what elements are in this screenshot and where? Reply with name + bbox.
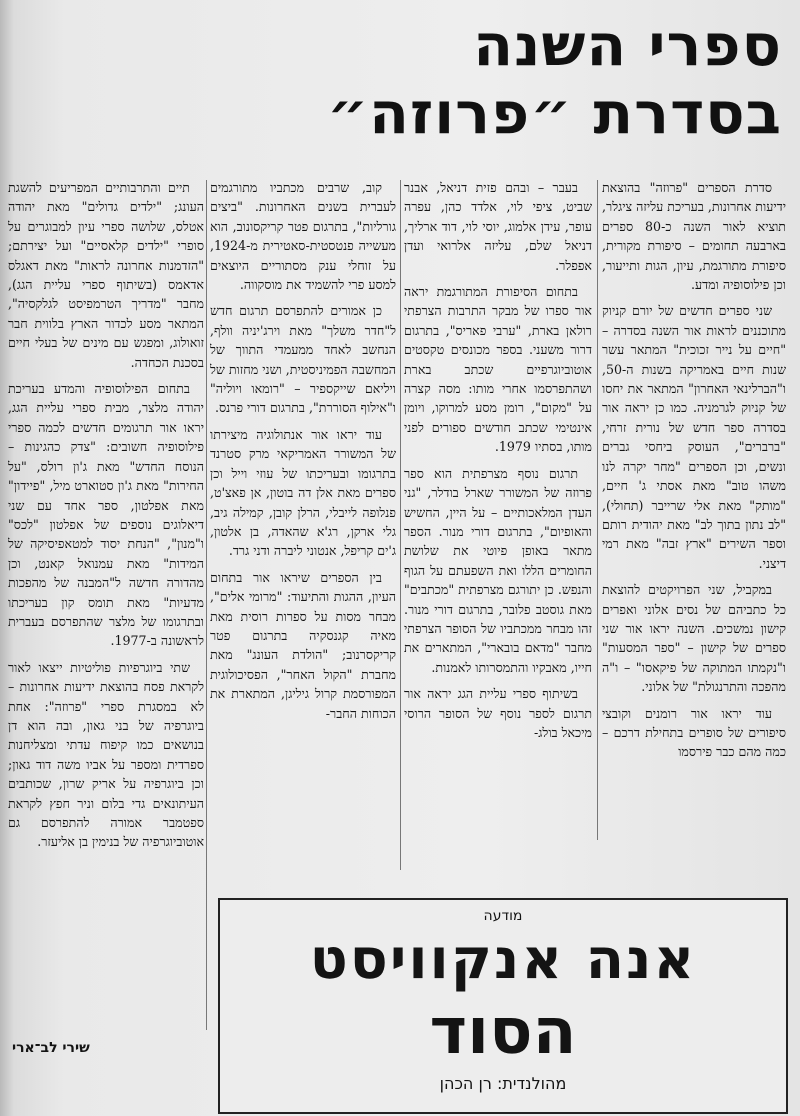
paragraph: בשיתוף ספרי עליית הגג יראה אור תרגום לספר נוסף של הסופר הרוסי מיכאל בולג-	[404, 686, 592, 740]
article-column-4	[8, 178, 204, 1022]
headline-line-2: בסדרת ״פרוזה״	[326, 79, 782, 147]
paragraph: קוב, שרבים מכתביו מתורגמים לעברית בשנים האחרונות. "ביצים גורליות", בתרגום פטר קריקסונוב, הוא מעשייה פנטסטית-סאטירית מ-1924, על זוחלי ענק מסתוריים היוצאים למסע פרי להשמיד את מוסקווה.	[210, 180, 396, 293]
paragraph: בתחום הסיפורת המתורגמת יראה אור ספרו של מבקר התרבות הצרפתי רולאן בארת, "ערבי פאריס", בתרגום דרור משעני. בספר מכונסים טקסטים אוטוביוגרפיים שכתב בארת ושהתפרסמו אחרי מותו: מסה קצרה על "מקום", רומן מסע למרוקו, ויומן אינטימי שכתב חודשים ספורים לפני מותו, בסתיו 1979.	[404, 284, 592, 455]
paragraph: במקביל, שני הפרויקטים להוצאת כל כתביהם של נסים אלוני ואפרים קישון נמשכים. השנה יראו אור שני ספרים של קישון – "ספר המסעות" ו"נקמתו המתוקה של פיקאסו" – ו"ה מהפכה והתרנגולת" של אלוני.	[602, 582, 786, 695]
paragraph: תיים והתרבותיים המפריעים להשגת העונג; "ילדים גדולים" מאת יהודה אטלס, שלושה ספרי עיון למבוגרים על סופרי "ילדים קלאסיים" ועל יצירתם; "הזדמנות אחרונה לראות" מאת דאגלס אדאמס (בשיתוף ספרי עליית הגג), מחבר "מדריך הטרמפיסט לגלקסיה", המתאר מסע לכדור הארץ בלווית חבר זואולוג, ומפגש עם מינים של בעלי חיים בסכנת הכחדה.	[8, 180, 204, 370]
column-divider	[597, 180, 598, 840]
byline: שירי לב־ארי	[12, 1040, 90, 1056]
article-column-2	[404, 178, 592, 866]
paragraph: סדרת הספרים "פרוזה" בהוצאת ידיעות אחרונות, בעריכת עליזה ציגלר, תוציא לאור השנה כ-80 ספרים בארבעה תחומים – סיפורת מקורית, סיפורת מתורגמת, עיון, הגות ותייעור, וכן פילוסופיה ומדע.	[602, 180, 786, 293]
paragraph: שני ספרים חדשים של יורם קניוק מתוכננים לראות אור השנה בסדרה – "חיים על נייר זכוכית" המתאר עשר שנות חיים באמריקה בשנות ה-50, ו"הברלינאי האחרון" המתאר את יחסו של קניוק לגרמניה. כמו כן יראה אור בסדרה ספר חדש של נורית זרחי, "ברברים", העוסק ביחסי גברים ונשים, וכן הספרים "מחר יקרה לנו משהו טוב" מאת אסתי ג' חיים, "מותק" מאת אלי שרייבר (תחולי), "לב נתון בתוך לב" מאת יהודית רותם וספר השירים "ארץ זבה" מאת רמי דיצני.	[602, 303, 786, 571]
paragraph: תרגום נוסף מצרפתית הוא ספר פרוזה של המשורר שארל בודלר, "גני העדן המלאכותיים – על היין, החשיש והאופיום", בתרגום דורי מנור. הספר מתאר באופן פיוטי את שלושת החומרים הללו ואת השפעתם על הגוף והנפש. כן יתורגם מצרפתית "מכתבים" מאת גוסטב פלובר, בתרגום דורי מנור. זהו מבחר ממכתביו של הסופר הצרפתי מחבר "מדאם בובארי", המתארים את חייו, מאבקיו והתמסרותו לאמנות.	[404, 465, 592, 675]
column-divider	[206, 180, 207, 1030]
headline-line-1: ספרי השנה	[473, 11, 782, 79]
ad-book-title: הסוד	[429, 995, 577, 1069]
paragraph: עוד יראו אור רומנים וקובצי סיפורים של סופרים בתחילת דרכם – כמה מהם כבר פירסמו	[602, 705, 786, 760]
ad-translator-credit: מהולנדית: רן הכהן	[439, 1074, 567, 1093]
paragraph: בעבר – ובהם פזית דניאל, אבנר שביט, ציפי לוי, אלדד כהן, עפרה עופר, עידן אלמוג, יוסי לוי, דוד ארליך, דניאל שלם, עליזה אלרואי ועדן אפפלר.	[404, 180, 592, 273]
advertisement-box	[218, 898, 788, 1114]
article-column-1	[602, 178, 786, 840]
paragraph: עוד יראו אור אנתולוגיה מיצירתו של המשורר האמריקאי מרק סטרנד בתרגומו ובעריכתו של עוזי וייל וכן ספרים מאת אלן דה בוטון, אן פאצ'ט, פנלופה לייבלי, הרלן קובן, קמילה גיב, גלי ארקן, רג'א שהאדה, בן אלטון, ג'ים קריפל, אנטוני ליברה ודני גרד.	[210, 426, 396, 559]
paragraph: כן אמורים להתפרסם תרגום חדש ל"חדר משלך" מאת וירג'יניה וולף, הנחשב לאחד ממעמדי התווך של המחשבה הפמיניסטית, ושני מחזות של ויליאם שייקספיר – "רומאו ויוליה" ו"אילוף הסוררת", בתרגום דורי פרנס.	[210, 303, 396, 416]
paragraph: שתי ביוגרפיות פוליטיות ייצאו לאור לקראת פסח בהוצאת ידיעות אחרונות – לא במסגרת ספרי "פרוזה": אחת ביוגרפיה של בני גאון, ובה הוא דן בנושאים כמו קיפוח עדתי ומצליחנות ספרדית ומספר על אביו משה דוד גאון; וכן ביוגרפיה על אריק שרון, שכותבים העיתונאים גדי בלום וניר חפץ לקראת ספטמבר אמורה להתפרסם גם אוטוביוגרפיה של בנימין בן אליעזר.	[8, 659, 204, 850]
paragraph: בין הספרים שיראו אור בתחום העיון, ההגות והתיעוד: "מרומי אלים", מבחר מסות על ספרות רוסית מאת מאיה קגנסקיה בתרגום פטר קריקסרנוב; "הולדת העונג" מאת מחברת "הקול האחר", הפסיכולוגית המפורסמת קרול גיליגן, המתארת את הכוחות החבר-	[210, 569, 396, 721]
article-column-3	[210, 178, 396, 866]
ad-label: מודעה	[483, 908, 523, 924]
paragraph: בתחום הפילוסופיה והמדע בעריכת יהודה מלצר, מבית ספרי עליית הגג, יראו אור תרגומים חדשים לכמה ספרי פילוסופיה חשובים: "צדק כהגינות – הנוסח החדש" מאת ג'ון רולס, "על החירות" מאת ג'ון סטוארט מיל, "פיידון" מאת אפלטון, ספר אחד עם שני דיאלוגים נוספים של אפלטון "לכס" ו"מנון", "הנחת יסוד למטאפיסיקה של המידות" מאת עמנואל קאנט, וכן מהדורה חדשה ל"המבנה של מהפכות מדעיות" מאת תומס קון בעריכתו ובתרגומו של מלצר שהתפרסם בעברית לראשונה ב-1977.	[8, 381, 204, 649]
column-divider	[400, 180, 401, 870]
ad-book-author: אנה אנקוויסט	[309, 927, 697, 992]
